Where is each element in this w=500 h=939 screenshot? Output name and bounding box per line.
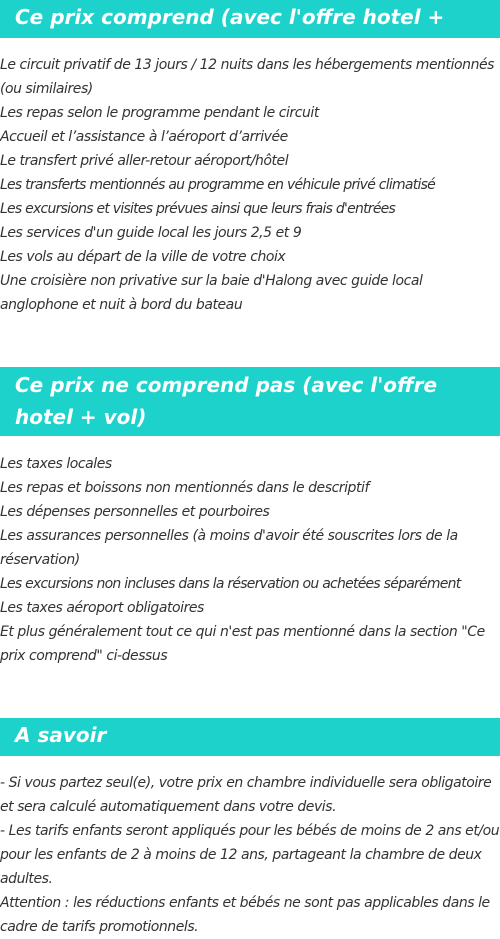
section-title-included: Ce prix comprend (avec l'offre hotel + vol) [0, 0, 500, 38]
section-title-good-to-know: A savoir [0, 718, 500, 756]
list-item: Les assurances personnelles (à moins d'avoir été souscrites lors de la réservation) [0, 528, 458, 568]
list-item: Les dépenses personnelles et pourboires [0, 504, 270, 520]
list-item: Attention : les réductions enfants et bébés ne sont pas applicables dans le cadre de tarifs promotionnels. [0, 895, 490, 935]
list-item: Le transfert privé aller-retour aéroport/hôtel [0, 153, 289, 169]
list-item: Les repas selon le programme pendant le circuit [0, 105, 319, 121]
list-item: Les taxes aéroport obligatoires [0, 600, 204, 616]
section-title-not-included: Ce prix ne comprend pas (avec l'offre hotel + vol) [0, 367, 500, 436]
list-item: Les repas et boissons non mentionnés dans le descriptif [0, 480, 369, 496]
list-item: Une croisière non privative sur la baie d'Halong avec guide local anglophone et nuit à bord du bateau [0, 273, 423, 313]
list-item: Les taxes locales [0, 456, 112, 472]
list-item: Accueil et l’assistance à l’aéroport d’arrivée [0, 129, 288, 145]
list-item: Les services d'un guide local les jours 2,5 et 9 [0, 225, 302, 241]
list-item: Les excursions non incluses dans la réservation ou achetées séparément [0, 576, 461, 592]
list-item: Les vols au départ de la ville de votre choix [0, 249, 286, 265]
list-item: - Si vous partez seul(e), votre prix en chambre individuelle sera obligatoire et sera calculé automatiquement dans votre devis. [0, 775, 492, 815]
list-item: Les transferts mentionnés au programme en véhicule privé climatisé [0, 177, 436, 193]
list-item: Le circuit privatif de 13 jours / 12 nuits dans les hébergements mentionnés (ou similaires) [0, 57, 495, 97]
good-to-know-list [0, 771, 500, 939]
list-item: Et plus généralement tout ce qui n'est pas mentionné dans la section "Ce prix comprend" ci-dessus [0, 624, 485, 664]
list-item: - Les tarifs enfants seront appliqués pour les bébés de moins de 2 ans et/ou pour les enfants de 2 à moins de 12 ans, partageant la chambre de deux adultes. [0, 823, 500, 887]
included-list [0, 53, 500, 317]
not-included-list [0, 452, 500, 668]
list-item: Les excursions et visites prévues ainsi que leurs frais d'entrées [0, 201, 396, 217]
